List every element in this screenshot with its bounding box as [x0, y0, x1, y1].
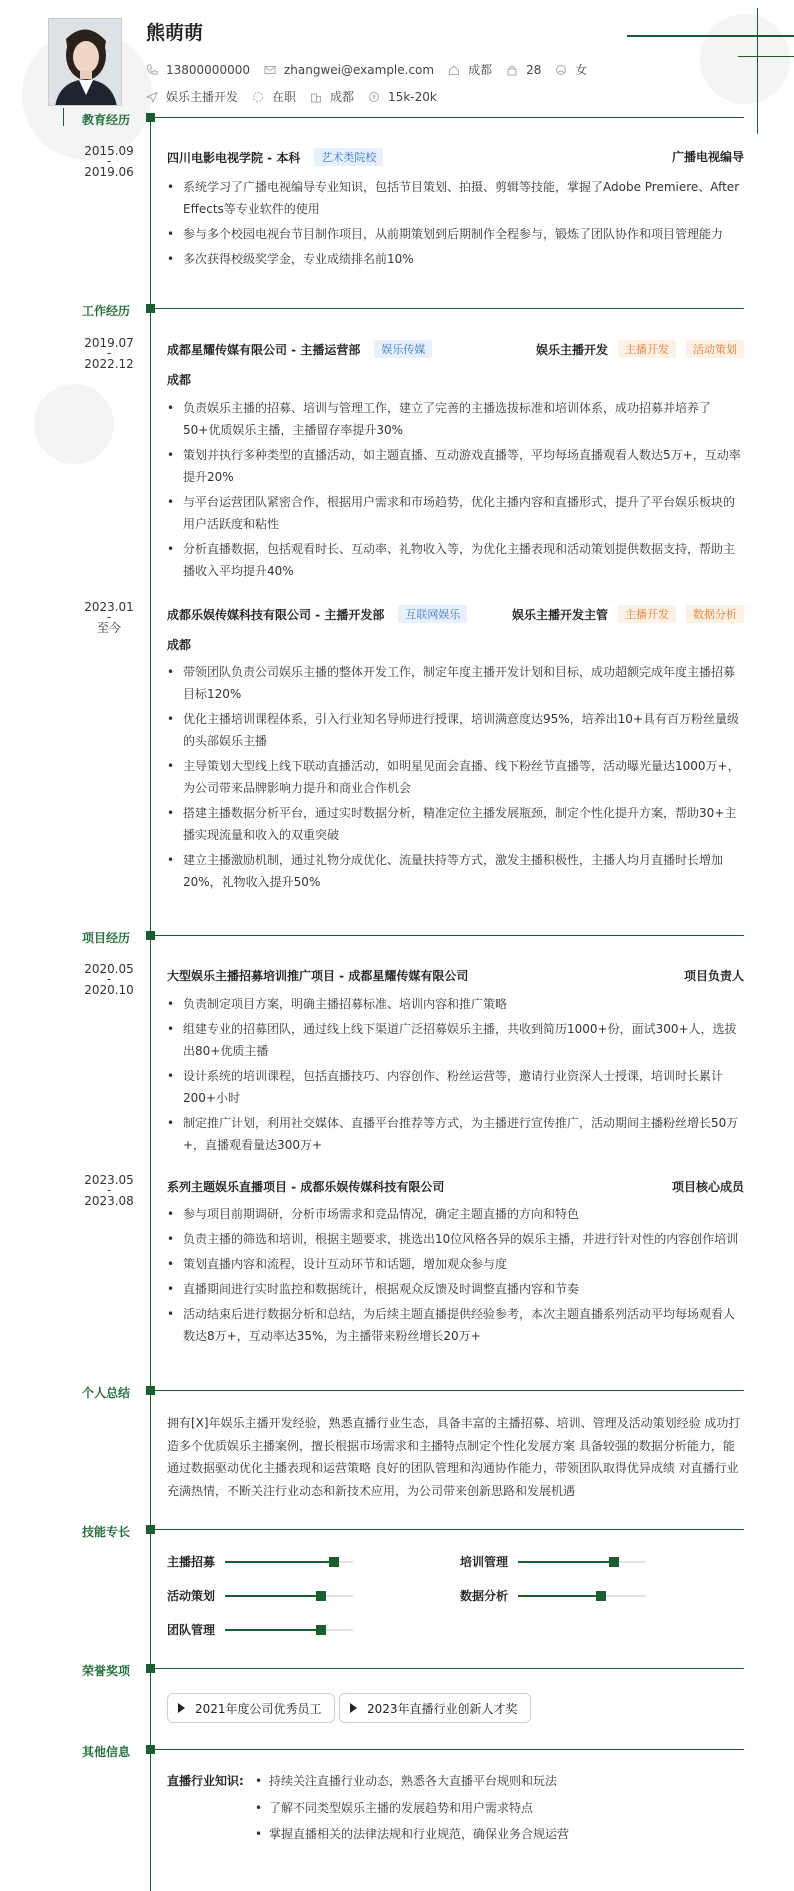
work-city-text: 成都 — [330, 90, 355, 104]
status-info — [252, 88, 296, 105]
award-text: 2021年度公司优秀员工 — [195, 1701, 322, 1716]
building-icon — [310, 91, 322, 103]
section-divider — [150, 1529, 744, 1530]
project-title: 大型娱乐主播招募培训推广项目 - 成都星耀传媒有限公司 — [167, 969, 469, 983]
salary-icon — [368, 91, 380, 103]
award-badge — [339, 1693, 531, 1723]
work-city-info — [310, 88, 354, 105]
skill-knob — [596, 1591, 606, 1601]
project-bullets — [167, 993, 744, 1159]
section-title: 个人总结 — [82, 1386, 131, 1400]
education-school — [167, 148, 383, 166]
phone-text: 13800000000 — [166, 62, 250, 77]
list-item: • 掌握直播相关的法律法规和行业规范，确保业务合规运营 — [255, 1823, 569, 1845]
role-tag: 主播开发 — [618, 605, 676, 623]
project-date: 2023.05 - 2023.08 — [84, 1173, 134, 1208]
skill-name: 团队管理 — [167, 1623, 216, 1637]
skill-name: 主播招募 — [167, 1555, 216, 1569]
position-text: 娱乐主播开发 — [166, 90, 239, 104]
mail-icon — [264, 64, 276, 76]
avatar — [48, 18, 122, 106]
skill-fill — [518, 1595, 601, 1597]
work-bullets — [167, 397, 744, 585]
decor-line — [627, 35, 794, 37]
skill-name: 培训管理 — [460, 1555, 509, 1569]
role-name: 娱乐主播开发主管 — [511, 607, 608, 622]
list-item: • 系统学习了广播电视编导专业知识，包括节目策划、拍摄、剪辑等技能，掌握了Adobe Premiere、After Effects等专业软件的使用 — [167, 176, 744, 220]
work-company — [167, 605, 467, 623]
decor-line — [738, 56, 794, 57]
education-date: 2015.09 - 2019.06 — [84, 144, 134, 179]
skill-knob — [316, 1625, 326, 1635]
project-bullets — [167, 1203, 744, 1350]
email-info — [264, 63, 434, 77]
salary-info — [368, 90, 437, 104]
list-item: • 分析直播数据，包括观看时长、互动率、礼物收入等，为优化主播表现和活动策划提供数据支持，帮助主播收入平均提升40% — [167, 538, 744, 582]
skill-knob — [609, 1557, 619, 1567]
candidate-name: 熊萌萌 — [146, 22, 204, 44]
skill-fill — [225, 1629, 321, 1631]
list-item: • 负责娱乐主播的招募、培训与管理工作，建立了完善的主播选拔标准和培训体系，成功招募并培养了50+优质娱乐主播，主播留存率提升30% — [167, 397, 744, 441]
salary-text: 15k-20k — [388, 89, 437, 104]
education-major — [672, 148, 744, 165]
project-title: 系列主题娱乐直播项目 - 成都乐娱传媒科技有限公司 — [167, 1180, 445, 1194]
skill-item — [460, 1587, 646, 1604]
section-awards — [0, 1663, 794, 1677]
section-title: 教育经历 — [82, 113, 131, 127]
section-skills — [0, 1524, 794, 1538]
list-item: • 负责制定项目方案，明确主播招募标准、培训内容和推广策略 — [167, 993, 744, 1015]
date-end: 2022.12 — [84, 357, 134, 371]
timeline-line — [150, 118, 151, 1891]
role-tag: 主播开发 — [618, 340, 676, 358]
section-title: 技能专长 — [82, 1525, 131, 1539]
work-role — [512, 605, 744, 623]
skill-item — [167, 1587, 353, 1604]
list-item: • 搭建主播数据分析平台，通过实时数据分析，精准定位主播发展瓶颈，制定个性化提升方案，帮助30+主播实现流量和收入的双重突破 — [167, 802, 744, 846]
section-title: 项目经历 — [82, 931, 131, 945]
award-badge — [167, 1693, 335, 1723]
role-tag: 活动策划 — [686, 340, 744, 358]
city-text: 成都 — [468, 63, 493, 77]
user-icon — [555, 64, 567, 76]
skill-item — [460, 1553, 646, 1570]
list-item: • 活动结束后进行数据分析和总结，为后续主题直播提供经验参考，本次主题直播系列活动平均每场观看人数达8万+，互动率达35%，为主播带来粉丝增长20万+ — [167, 1303, 744, 1347]
date-start: 2023.05 — [84, 1173, 134, 1187]
list-item: • 主导策划大型线上线下联动直播活动，如明星见面会直播、线下粉丝节直播等，活动曝光量达1000万+，为公司带来品牌影响力提升和商业合作机会 — [167, 755, 744, 799]
skill-fill — [225, 1561, 334, 1563]
major-name: 广播电视编导 — [671, 150, 744, 164]
list-item: • 策划并执行多种类型的直播活动，如主题直播、互动游戏直播等，平均每场直播观看人数达5万+，互动率提升20% — [167, 444, 744, 488]
status-text: 在职 — [272, 90, 297, 104]
play-icon — [350, 1703, 357, 1713]
skill-knob — [329, 1557, 339, 1567]
list-item: • 了解不同类型娱乐主播的发展趋势和用户需求特点 — [255, 1797, 569, 1819]
lock-icon — [506, 64, 518, 76]
list-item: • 策划直播内容和流程，设计互动环节和话题，增加观众参与度 — [167, 1253, 744, 1275]
skill-bar — [518, 1595, 646, 1597]
date-start: 2023.01 — [84, 600, 134, 614]
work-location: 成都 — [167, 373, 192, 387]
skill-item — [167, 1621, 353, 1638]
summary-text: 拥有[X]年娱乐主播开发经验，熟悉直播行业生态，具备丰富的主播招募、培训、管理及活动策划经验 成功打造多个优质娱乐主播案例，擅长根据市场需求和主播特点制定个性化发展方案 具备较强的数据分析能力，能通过数据驱动优化主播表现和运营策略 良好的团队管理和沟通协作能力，带领团队取得优异成绩 对直播行业充满热情，不断关注行业动态和新技术应用，为公司带来创新思路和发展机遇 — [167, 1416, 741, 1498]
company-name: 成都星耀传媒有限公司 - 主播运营部 — [167, 342, 361, 357]
section-projects — [0, 930, 794, 944]
company-tag: 娱乐传媒 — [374, 340, 432, 358]
city-info — [448, 61, 492, 78]
work-role — [536, 340, 744, 358]
section-divider — [150, 1390, 744, 1391]
date-start: 2015.09 — [84, 144, 134, 158]
status-icon — [252, 91, 264, 103]
contact-info-row — [146, 61, 601, 78]
section-divider — [150, 1749, 744, 1750]
work-location: 成都 — [167, 638, 192, 652]
section-divider — [150, 1668, 744, 1669]
list-item: • 参与多个校园电视台节目制作项目，从前期策划到后期制作全程参与，锻炼了团队协作和项目管理能力 — [167, 223, 744, 245]
project-role: 项目负责人 — [683, 969, 744, 983]
list-item: • 与平台运营团队紧密合作，根据用户需求和市场趋势，优化主播内容和直播形式，提升了平台娱乐板块的用户活跃度和粘性 — [167, 491, 744, 535]
work-date: 2023.01 - 至今 — [84, 600, 134, 635]
role-name: 娱乐主播开发 — [535, 342, 608, 357]
list-item: • 制定推广计划，利用社交媒体、直播平台推荐等方式，为主播进行宣传推广，活动期间主播粉丝增长50万+，直播观看量达300万+ — [167, 1112, 744, 1156]
skill-bar — [225, 1561, 353, 1563]
section-title: 其他信息 — [82, 1745, 131, 1759]
section-title: 荣誉奖项 — [82, 1664, 131, 1678]
work-bullets — [167, 661, 744, 896]
skill-name: 活动策划 — [167, 1589, 216, 1603]
play-icon — [178, 1703, 185, 1713]
work-date: 2019.07 - 2022.12 — [84, 336, 134, 371]
date-start: 2019.07 — [84, 336, 134, 350]
home-icon — [448, 64, 460, 76]
skill-fill — [518, 1561, 614, 1563]
project-date: 2020.05 - 2020.10 — [84, 962, 134, 997]
school-tag: 艺术类院校 — [314, 148, 383, 166]
section-education — [0, 112, 794, 126]
job-info-row — [146, 88, 451, 105]
date-end: 2023.08 — [84, 1194, 134, 1208]
age-info — [506, 63, 541, 77]
skill-bar — [225, 1595, 353, 1597]
section-divider — [150, 117, 744, 118]
date-end: 至今 — [96, 621, 121, 635]
company-tag: 互联网娱乐 — [398, 605, 467, 623]
list-item: • 建立主播激励机制，通过礼物分成优化、流量扶持等方式，激发主播积极性，主播人均月直播时长增加20%，礼物收入提升50% — [167, 849, 744, 893]
education-bullets — [167, 176, 744, 273]
skill-bar — [518, 1561, 646, 1563]
skill-item — [167, 1553, 353, 1570]
list-item: • 组建专业的招募团队，通过线上线下渠道广泛招募娱乐主播，共收到简历1000+份，面试300+人，选拔出80+优质主播 — [167, 1018, 744, 1062]
other-list — [255, 1770, 569, 1850]
project-role: 项目核心成员 — [671, 1180, 744, 1194]
role-tag: 数据分析 — [686, 605, 744, 623]
gender-info — [555, 61, 587, 78]
phone-icon — [146, 64, 158, 76]
skill-fill — [225, 1595, 321, 1597]
list-item: • 直播期间进行实时监控和数据统计，根据观众反馈及时调整直播内容和节奏 — [167, 1278, 744, 1300]
section-divider — [150, 308, 744, 309]
age-text: 28 — [526, 62, 542, 77]
list-item: • 设计系统的培训课程，包括直播技巧、内容创作、粉丝运营等，邀请行业资深人士授课，培训时长累计200+小时 — [167, 1065, 744, 1109]
award-text: 2023年直播行业创新人才奖 — [367, 1701, 518, 1716]
other-label: 直播行业知识: — [167, 1774, 244, 1788]
section-work — [0, 303, 794, 317]
date-start: 2020.05 — [84, 962, 134, 976]
list-item: • 持续关注直播行业动态，熟悉各大直播平台规则和玩法 — [255, 1770, 569, 1792]
decor-circle — [34, 384, 114, 464]
school-name: 四川电影电视学院 - 本科 — [167, 150, 301, 165]
date-end: 2020.10 — [84, 983, 134, 997]
list-item: • 多次获得校级奖学金，专业成绩排名前10% — [167, 248, 744, 270]
company-name: 成都乐娱传媒科技有限公司 - 主播开发部 — [167, 607, 385, 622]
date-end: 2019.06 — [84, 165, 134, 179]
phone-info — [146, 63, 250, 77]
section-other — [0, 1744, 794, 1758]
email-text: zhangwei@example.com — [283, 62, 435, 77]
section-summary — [0, 1385, 794, 1399]
skill-knob — [316, 1591, 326, 1601]
send-icon — [146, 91, 158, 103]
position-info — [146, 88, 238, 105]
gender-text: 女 — [575, 63, 588, 77]
list-item: • 优化主播培训课程体系，引入行业知名导师进行授课，培训满意度达95%，培养出10+具有百万粉丝量级的头部娱乐主播 — [167, 708, 744, 752]
section-title: 工作经历 — [82, 304, 131, 318]
section-divider — [150, 935, 744, 936]
skill-name: 数据分析 — [460, 1589, 509, 1603]
list-item: • 参与项目前期调研，分析市场需求和竞品情况，确定主题直播的方向和特色 — [167, 1203, 744, 1225]
skill-bar — [225, 1629, 353, 1631]
work-company — [167, 340, 432, 358]
list-item: • 带领团队负责公司娱乐主播的整体开发工作，制定年度主播开发计划和目标，成功超额完成年度主播招募目标120% — [167, 661, 744, 705]
decor-circle — [700, 14, 790, 104]
list-item: • 负责主播的筛选和培训，根据主题要求，挑选出10位风格各异的娱乐主播，并进行针对性的内容创作培训 — [167, 1228, 744, 1250]
